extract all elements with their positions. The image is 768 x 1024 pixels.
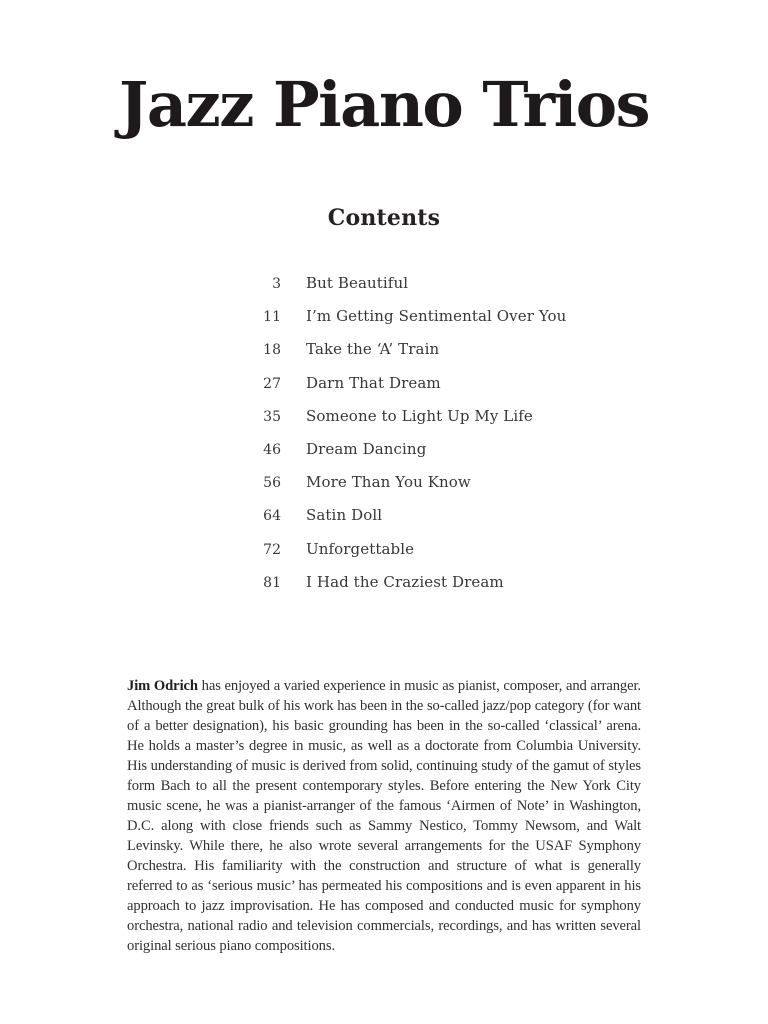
- toc-entry: [230, 499, 566, 532]
- toc-entry: [230, 300, 566, 333]
- toc-entry: [230, 367, 566, 400]
- table-of-contents: [230, 267, 566, 599]
- toc-entry: [230, 333, 566, 366]
- toc-entry: [230, 400, 566, 433]
- toc-page-number: 35: [263, 408, 281, 425]
- toc-entry: [230, 433, 566, 466]
- toc-page-number: 11: [263, 309, 281, 326]
- toc-song-title: I’m Getting Sentimental Over You: [306, 307, 567, 326]
- toc-page-number: 3: [272, 276, 281, 292]
- toc-song-title: Darn That Dream: [306, 373, 441, 392]
- toc-page-number: 27: [263, 375, 281, 392]
- toc-entry: [230, 533, 566, 566]
- toc-entry: [230, 566, 566, 599]
- toc-song-title: Someone to Light Up My Life: [306, 406, 533, 425]
- toc-song-title: But Beautiful: [306, 274, 409, 292]
- toc-song-title: More Than You Know: [306, 473, 471, 492]
- toc-song-title: Unforgettable: [306, 539, 415, 558]
- toc-entry: [230, 466, 566, 499]
- toc-page-number: 64: [263, 508, 281, 525]
- toc-song-title: Satin Doll: [306, 506, 383, 525]
- page-title: Jazz Piano Trios: [119, 68, 649, 141]
- author-bio-text: has enjoyed a varied experience in music as pianist, composer, and arranger. Although the great bulk of his work has been in the so-called jazz/pop category (for want of a better designation), his basic grounding has been in the so-called ‘classical’ arena. He holds a master’s degree in music, as well as a doctorate from Columbia University. His understanding of music is derived from solid, continuing study of the gamut of styles form Bach to all the present contemporary styles. Before entering the New York City music scene, he was a pianist-arranger of the famous ‘Airmen of Note’ in Washington, D.C. along with close friends such as Sammy Nestico, Tommy Newsom, and Walt Levinsky. While there, he also wrote several arrangements for the USAF Symphony Orchestra. His familiarity with the construction and structure of what is generally referred to as ‘serious music’ has permeated his compositions and is even apparent in his approach to jazz improvisation. He has composed and conducted music for symphony orchestra, national radio and television commercials, recordings, and has written several original serious piano compositions.: [127, 678, 641, 954]
- author-name: Jim Odrich: [127, 678, 198, 694]
- toc-page-number: 46: [263, 441, 281, 458]
- contents-heading: Contents: [327, 205, 441, 231]
- toc-page-number: 81: [263, 574, 281, 591]
- toc-page-number: 72: [263, 541, 281, 558]
- author-bio: [127, 676, 641, 956]
- toc-page-number: 56: [263, 475, 281, 492]
- toc-song-title: Take the ‘A’ Train: [306, 340, 440, 359]
- toc-song-title: I Had the Craziest Dream: [306, 572, 504, 591]
- toc-song-title: Dream Dancing: [306, 439, 427, 458]
- toc-entry: [230, 267, 566, 300]
- toc-page-number: 18: [263, 342, 281, 359]
